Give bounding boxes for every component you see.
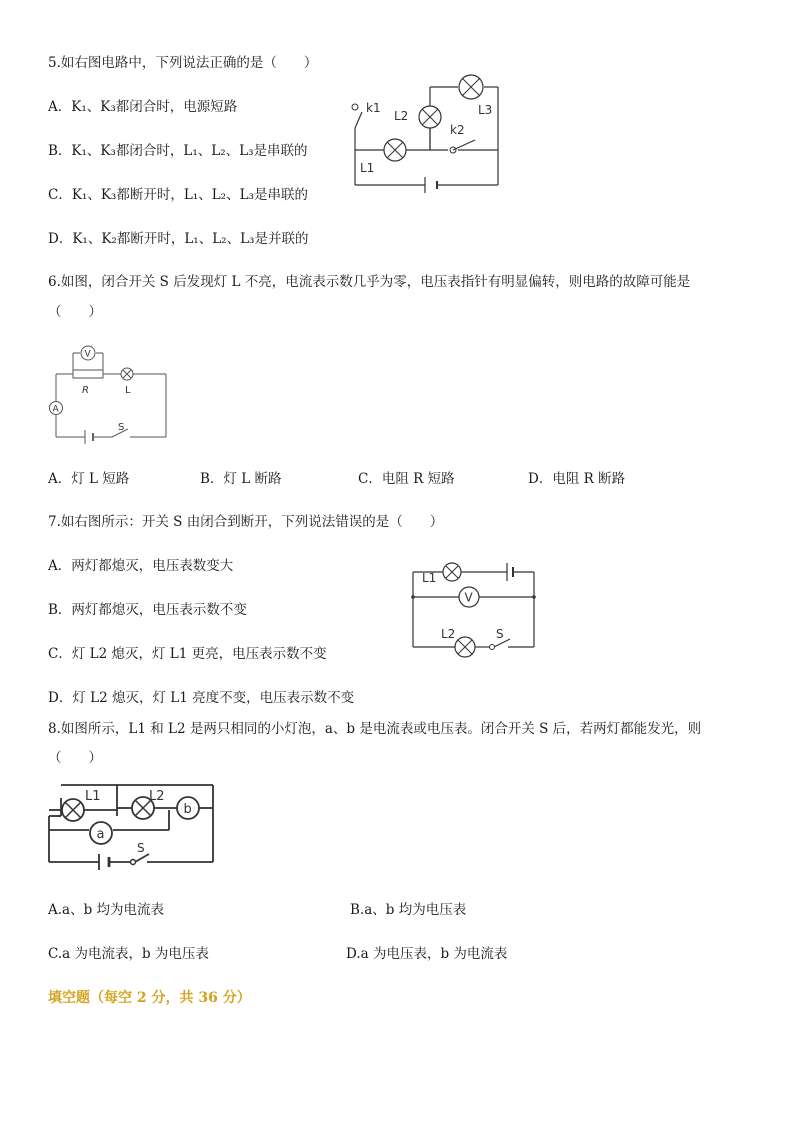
lamp-l-icon — [121, 368, 133, 380]
label-l1: L1 — [85, 789, 101, 804]
label-l3: L3 — [478, 103, 493, 117]
q7-option-a: A．两灯都熄灭，电压表数变大 — [48, 558, 234, 574]
q7-stem: 7.如右图所示：开关 S 由闭合到断开，下列说法错误的是（ ） — [48, 514, 444, 530]
q8-circuit-diagram — [45, 780, 220, 870]
ammeter-label: A — [52, 404, 59, 415]
label-l1: L1 — [422, 571, 437, 585]
q5-stem: 5.如右图电路中，下列说法正确的是（ ） — [48, 55, 318, 71]
voltmeter-icon — [459, 587, 479, 607]
voltmeter-icon — [81, 346, 95, 360]
label-l2: L2 — [149, 789, 165, 804]
lamp-l1-icon — [384, 139, 406, 161]
label-s: S — [137, 841, 145, 855]
lamp-l1-icon — [443, 563, 461, 581]
meter-a-icon — [90, 822, 112, 844]
q8-option-c: C.a 为电流表，b 为电压表 — [48, 946, 209, 962]
meter-b-icon — [177, 797, 199, 819]
q7-option-c: C．灯 L2 熄灭，灯 L1 更亮，电压表示数不变 — [48, 646, 327, 662]
ammeter-icon — [50, 402, 63, 415]
meter-a-label: a — [96, 827, 105, 842]
q8-stem: 8.如图所示，L1 和 L2 是两只相同的小灯泡，a、b 是电流表或电压表。闭合开关 S 后，若两灯都能发光，则 — [48, 721, 702, 737]
label-l: L — [125, 385, 131, 396]
q6-option-d: D．电阻 R 断路 — [528, 471, 626, 487]
q7-option-d: D．灯 L2 熄灭，灯 L1 亮度不变，电压表示数不变 — [48, 690, 355, 706]
q5-option-d: D．K₁、K₂都断开时，L₁、L₂、L₃是并联的 — [48, 231, 309, 247]
switch-s-pivot — [131, 860, 136, 865]
meter-b-label: b — [183, 802, 192, 817]
resistor-r-icon — [73, 370, 103, 378]
q5-option-a: A．K₁、K₃都闭合时，电源短路 — [48, 99, 238, 115]
q6-option-c: C．电阻 R 短路 — [358, 471, 455, 487]
label-r: R — [82, 385, 89, 396]
q6-stem-continued: （ ） — [48, 304, 102, 320]
q7-option-b: B．两灯都熄灭，电压表示数不变 — [48, 602, 247, 618]
label-k1: k1 — [366, 101, 381, 115]
lamp-l2-icon — [419, 106, 441, 128]
lamp-l1-icon — [62, 799, 84, 821]
q8-option-d: D.a 为电压表，b 为电流表 — [346, 946, 508, 962]
label-k2: k2 — [450, 123, 465, 137]
q5-option-b: B．K₁、K₃都闭合时，L₁、L₂、L₃是串联的 — [48, 143, 308, 159]
voltmeter-label: V — [464, 590, 473, 605]
label-l2: L2 — [394, 109, 409, 123]
section-title-fill-in: 填空题（每空 2 分，共 36 分） — [48, 990, 251, 1006]
q6-option-a: A．灯 L 短路 — [48, 471, 130, 487]
label-s: S — [496, 627, 504, 641]
q6-stem: 6.如图，闭合开关 S 后发现灯 L 不亮，电流表示数几乎为零，电压表指针有明显偏转，则电路的故障可能是 — [48, 274, 691, 290]
q8-option-b: B.a、b 均为电压表 — [350, 902, 467, 918]
switch-s-pivot — [490, 645, 495, 650]
k1-switch-pivot — [352, 104, 358, 110]
label-l2: L2 — [441, 627, 456, 641]
q6-circuit-diagram — [48, 340, 173, 440]
q8-stem-continued: （ ） — [48, 750, 102, 766]
q7-circuit-diagram — [410, 560, 540, 655]
q8-option-a: A.a、b 均为电流表 — [48, 902, 165, 918]
voltmeter-label: V — [84, 349, 91, 360]
q5-circuit-diagram — [340, 70, 510, 190]
lamp-l3-icon — [459, 75, 483, 99]
lamp-l2-icon — [455, 637, 475, 657]
q5-option-c: C．K₁、K₃都断开时，L₁、L₂、L₃是串联的 — [48, 187, 308, 203]
q6-option-b: B．灯 L 断路 — [200, 471, 282, 487]
label-l1: L1 — [360, 161, 375, 175]
label-s: S — [118, 422, 125, 433]
